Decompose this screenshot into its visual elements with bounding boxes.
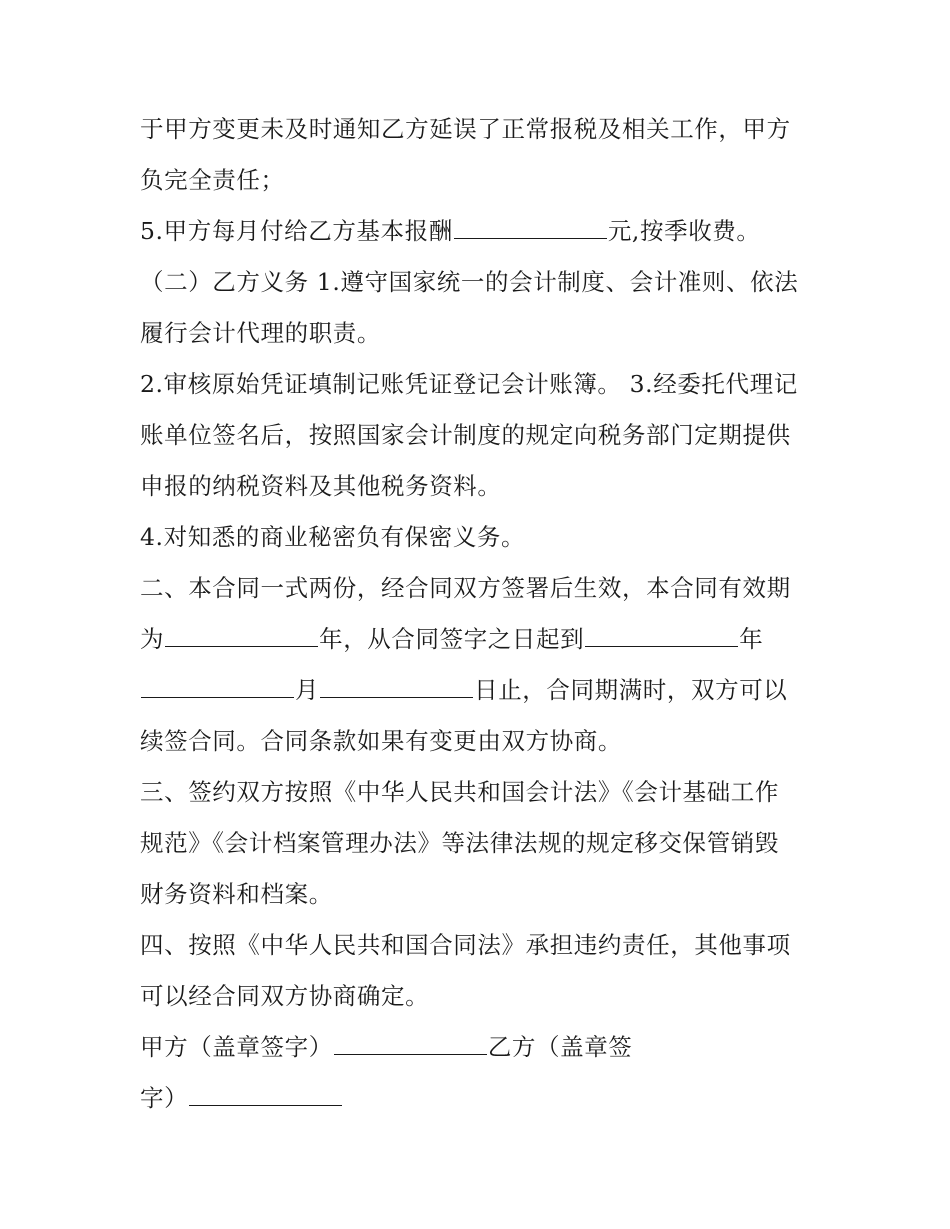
text-line: 履行会计代理的职责。 — [140, 319, 381, 347]
fill-blank — [585, 624, 738, 647]
text-line: （二）乙方义务 1.遵守国家统一的会计制度、会计准则、依法 — [140, 268, 799, 296]
text-line: 2.审核原始凭证填制记账凭证登记会计账簿。 3.经委托代理记 — [140, 370, 798, 398]
text-line: 5.甲方每月付给乙方基本报酬 元,按季收费。 — [140, 217, 761, 245]
text-line: 可以经合同双方协商确定。 — [140, 982, 430, 1010]
signature-blank-party-a — [334, 1032, 487, 1055]
document-body — [140, 104, 820, 1124]
fill-blank — [320, 675, 473, 698]
text-line: 规范》《会计档案管理办法》等法律法规的规定移交保管销毁 — [140, 829, 779, 857]
signature-line: 字） — [140, 1073, 820, 1124]
text-line: 账单位签名后，按照国家会计制度的规定向税务部门定期提供 — [140, 421, 791, 449]
text-line: 三、签约双方按照《中华人民共和国会计法》《会计基础工作 — [140, 778, 779, 806]
text-line: 负完全责任； — [140, 166, 285, 194]
signature-line: 甲方（盖章签字） 乙方（盖章签 — [140, 1033, 633, 1061]
fill-blank — [454, 216, 607, 239]
text-line: 于甲方变更未及时通知乙方延误了正常报税及相关工作，甲方 — [140, 115, 791, 143]
text-line: 为 年，从合同签字之日起到 年 — [140, 625, 764, 653]
text-line: 月 日止，合同期满时，双方可以 — [140, 665, 820, 716]
fill-blank — [141, 675, 294, 698]
text-line: 财务资料和档案。 — [140, 880, 333, 908]
text-line: 申报的纳税资料及其他税务资料。 — [140, 472, 502, 500]
text-line: 4.对知悉的商业秘密负有保密义务。 — [140, 523, 526, 551]
signature-blank-party-b — [189, 1083, 342, 1106]
text-line: 续签合同。合同条款如果有变更由双方协商。 — [140, 727, 622, 755]
fill-blank — [165, 624, 318, 647]
text-line: 四、按照《中华人民共和国合同法》承担违约责任，其他事项 — [140, 931, 791, 959]
text-line: 二、本合同一式两份，经合同双方签署后生效，本合同有效期 — [140, 574, 791, 602]
